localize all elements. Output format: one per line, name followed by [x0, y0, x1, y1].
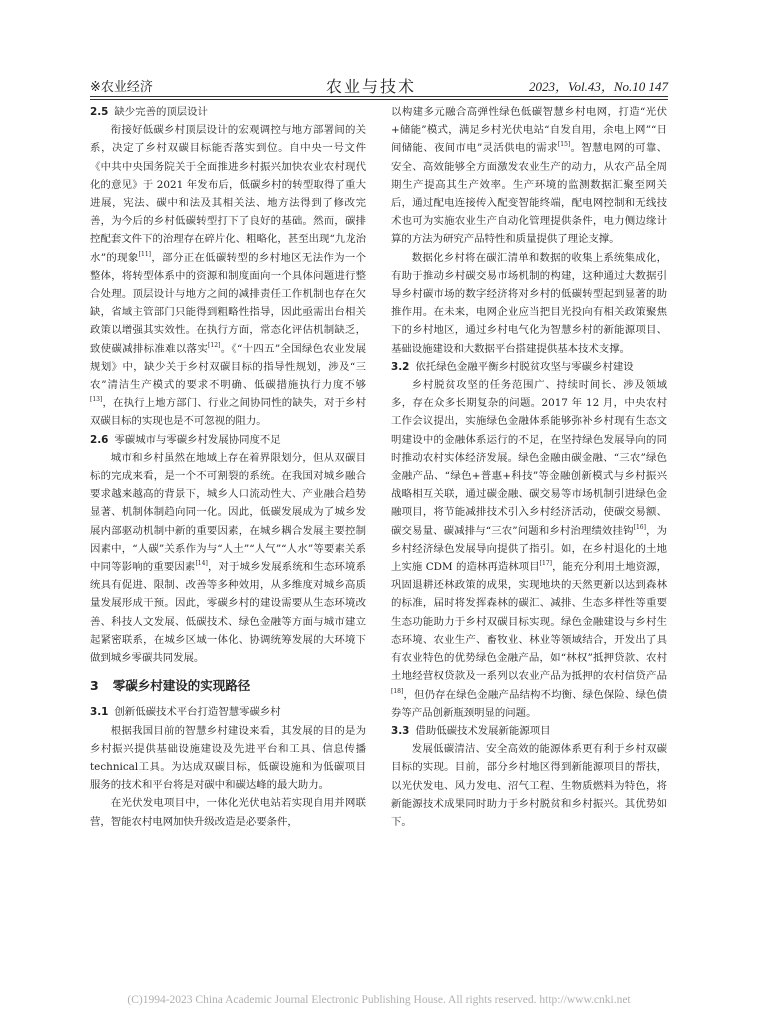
citation: [12] [208, 341, 221, 349]
right-column [391, 103, 667, 831]
section-3-heading: 3 零碳乡村建设的实现路径 [90, 678, 251, 694]
left-column [90, 103, 366, 831]
section-label: ※农业经济 [90, 80, 153, 95]
journal-title: 农业与技术 [326, 77, 417, 96]
citation: [15] [557, 141, 571, 149]
running-header [90, 74, 668, 96]
header-rule-bottom [90, 99, 668, 100]
paragraph: 衔接好低碳乡村顶层设计的宏观调控与地方部署间的关系，决定了乡村双碳目标能否落实到位。自中央一号文件《中共中央国务院关于全面推进乡村振兴加快农业农村现代化的意见》于 2021 年发布后，低碳乡村的转型取得了重大进展，宪法、碳中和法及其相关法、地方法得到了修改完善，为今后的乡村低碳转型打下了良好的基础。然而，碳排控配套文件下的治理存在碎片化、粗略化，甚至出现“九龙治水”的现象[11]，部分正在低碳转型的乡村地区无法作为一个整体，将转型体系中的资源和制度面向一个具体问题进行整合处理。顶层设计与地方之间的减排责任工作机制也存在欠缺，省域主管部门只能得到粗略性指导，因此亟需出台相关政策以增强其实效性。在执行方面，常态化评估机制缺乏，致使碳减排标准难以落实[12]。《“十四五”全国绿色农业发展规划》中，缺少关于乡村双碳目标的指导性规划，涉及“三农”清洁生产模式的要求不明确、低碳措施执行力度不够[13]，在执行上地方部门、行业之间协同性的缺失，对于乡村双碳目标的实现也是不可忽视的阻力。 [90, 124, 366, 428]
paragraph: 城市和乡村虽然在地域上存在着界限划分，但从双碳目标的完成来看，是一个不可割裂的系统。在我国对城乡融合要求越来越高的背景下，城乡人口流动性大、产业融合趋势显著、机制体制趋向同一化。因此，低碳发展成为了城乡发展内部驱动机制中新的重要因素，在城乡耦合发展主要控制因素中，“人碳”关系作为与“人土”“人气”“人水”等要素关系中同等影响的重要因素[14]，对于城乡发展系统和生态环境系统具有促进、限制、改善等多种效用，从多维度对城乡高质量发展形成干预。因此，零碳乡村的建设需要从生态环境改善、科技人文发展、低碳技术、绿色金融等方面与城市建立起紧密联系，在城乡区域一体化、协调统筹发展的大环境下做到城乡零碳共同发展。 [90, 451, 366, 665]
section-3-1-heading: 3.1 创新低碳技术平台打造智慧零碳乡村 [90, 706, 281, 719]
citation: [16] [633, 523, 646, 531]
header-rule-top [90, 96, 668, 97]
paragraph: 根据我国目前的智慧乡村建设来看，其发展的目的是为乡村振兴提供基础设施建设及先进平台和工具、信息传播technical工具。为达成双碳目标，低碳设施和为低碳项目服务的技术和平台将是对碳中和碳达峰的最大助力。 [90, 724, 366, 792]
citation: [13] [90, 396, 103, 404]
paragraph: 数据化乡村将在碳汇清单和数据的收集上系统集成化，有助于推动乡村碳交易市场机制的构建，这种通过大数据引导乡村碳市场的数字经济将对乡村的低碳转型起到显著的助推作用。在未来，电网企业应当把目光投向有相关政策聚焦下的乡村地区，通过乡村电气化为智慧乡村的新能源项目、基础设施建设和大数据平台搭建提供基本技术支撑。 [391, 251, 667, 355]
citation: [14] [195, 560, 208, 568]
section-2-5-heading: 2.5 缺少完善的顶层设计 [90, 106, 208, 118]
citation: [11] [138, 250, 151, 258]
paragraph: 以构建多元融合高弹性绿色低碳智慧乡村电网，打造“光伏+储能”模式，满足乡村光伏电站“自发自用，余电上网”“日间储能、夜间市电”灵活供电的需求[15]。智慧电网的可靠、安全、高效能够全方面激发农业生产的动力，从农产品全周期生产提高其生产效率。生产环境的监测数据汇聚至网关后，通过配电连接传入配变智能终端，配电网控制和无线技术也可为实施农业生产自动化管理提供条件，电力侧边缘计算的方法为研究产品特性和质量提供了理论支撑。 [391, 106, 667, 246]
paragraph: 发展低碳清洁、安全高效的能源体系更有利于乡村双碳目标的实现。目前，部分乡村地区得到新能源项目的帮扶，以光伏发电、风力发电、沼气工程、生物质燃料为特色，将新能源技术成果同时助力于乡村脱贫和乡村振兴。其优势如下。 [391, 743, 667, 828]
section-3-3-heading: 3.3 借助低碳技术发展新能源项目 [391, 724, 551, 737]
citation: [17] [539, 560, 552, 568]
issue-and-page: 2023，Vol.43，No.10 147 [528, 79, 668, 94]
section-2-6-heading: 2.6 零碳城市与零碳乡村发展协同度不足 [90, 433, 281, 446]
section-3-2-heading: 3.2 依托绿色金融平衡乡村脱贫攻坚与零碳乡村建设 [391, 360, 634, 373]
paragraph: 在光伏发电项目中，一体化光伏电站若实现自用并网联营，智能农村电网加快升级改造是必要条件， [90, 797, 366, 828]
citation: [18] [391, 687, 404, 695]
copyright-footer: (C)1994-2023 China Academic Journal Electronic Publishing House. All rights reserved. http://www.cnki.net [127, 994, 631, 1006]
paragraph: 乡村脱贫攻坚的任务范围广、持续时间长、涉及领域多，存在众多长期复杂的问题。2017 年 12 月，中央农村工作会议提出，实施绿色金融体系能够弥补乡村现有生态文明建设中的金融体系运行的不足，在坚持绿色发展导向的同时推动农村实体经济发展。绿色金融由碳金融、“三农”绿色金融产品、“绿色+普惠+科技”等金融创新模式与乡村振兴战略相互关联，通过碳金融、碳交易等市场机制引进绿色金融项目，将节能减排技术引入乡村经济活动，使碳交易额、碳交易量、碳减排与“三农”问题和乡村治理绩效挂钩[16]，为乡村经济绿色发展导向提供了指引。如，在乡村退化的土地上实施 CDM 的造林再造林项目[17]，能充分利用土地资源，巩固退耕还林政策的成果，实现地块的天然更新以达到森林的标准，届时将发挥森林的碳汇、减排、生态多样性等重要生态功能助力于乡村双碳目标实现。绿色金融建设与乡村生态环境、农业生产、畜牧业、林业等领域结合，开发出了具有农业特色的优势绿色金融产品，如“林权”抵押贷款、农村土地经营权贷款及一系列以农业产品为抵押的农村信贷产品[18]，但仍存在绿色金融产品结构不均衡、绿色保险、绿色债券等产品创新瓶颈明显的问题。 [391, 379, 668, 719]
